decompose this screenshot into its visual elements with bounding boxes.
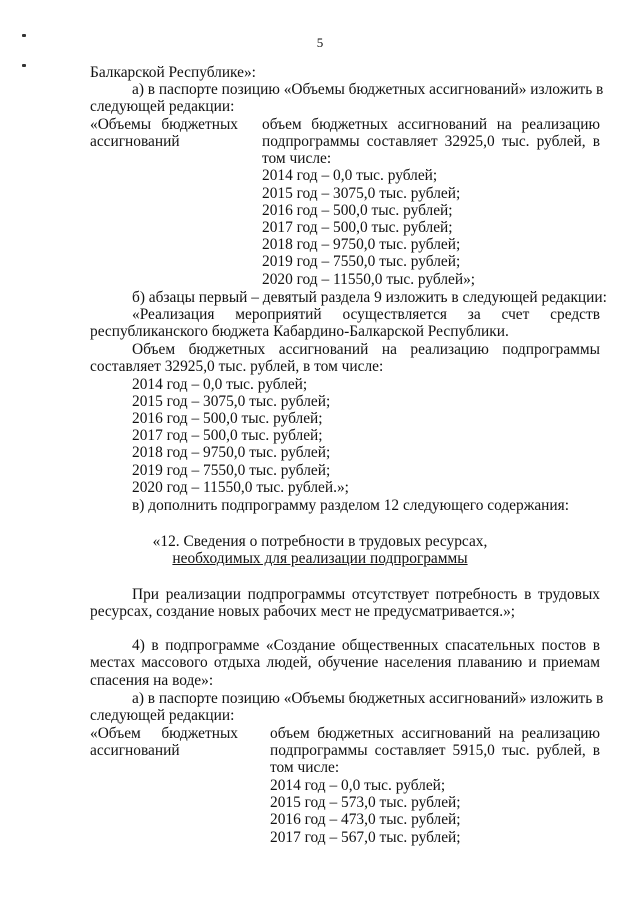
text-line: 2015 год – 573,0 тыс. рублей;	[270, 794, 461, 811]
text-line: 2017 год – 567,0 тыс. рублей;	[270, 829, 461, 846]
text-line: 2019 год – 7550,0 тыс. рублей;	[262, 253, 461, 270]
table-label: ассигнований	[90, 742, 180, 759]
text-line: 2016 год – 500,0 тыс. рублей;	[262, 202, 453, 219]
text-line: 2016 год – 473,0 тыс. рублей;	[270, 811, 461, 828]
text-line: следующей редакции:	[90, 707, 235, 724]
text-line: а) в паспорте позицию «Объемы бюджетных ассигнований» изложить в	[132, 81, 604, 98]
text-line: следующей редакции:	[90, 98, 235, 115]
text-line: подпрограммы составляет 5915,0 тыс. рублей, в	[270, 742, 600, 759]
text-line: 2014 год – 0,0 тыс. рублей;	[270, 777, 446, 794]
text-line: в) дополнить подпрограмму разделом 12 следующего содержания:	[132, 497, 569, 514]
text-line: 2014 год – 0,0 тыс. рублей;	[262, 167, 438, 184]
text-line: 2018 год – 9750,0 тыс. рублей;	[132, 444, 331, 461]
text-line: 2020 год – 11550,0 тыс. рублей»;	[262, 271, 476, 288]
text-line: объем бюджетных ассигнований на реализацию	[270, 725, 600, 742]
text-line: местах массового отдыха людей, обучение населения плаванию и приемам	[90, 654, 600, 671]
section-heading: «12. Сведения о потребности в трудовых ресурсах,	[152, 533, 488, 550]
section-heading	[0, 550, 640, 567]
scan-mark	[22, 64, 26, 67]
text-line: 2015 год – 3075,0 тыс. рублей;	[262, 185, 461, 202]
text-line: а) в паспорте позицию «Объемы бюджетных ассигнований» изложить в	[132, 690, 604, 707]
text-line: При реализации подпрограммы отсутствует потребность в трудовых	[132, 586, 600, 603]
text-line: Балкарской Республике»:	[90, 64, 256, 81]
text-line: 2019 год – 7550,0 тыс. рублей;	[132, 462, 331, 479]
text-line: 2017 год – 500,0 тыс. рублей;	[132, 427, 323, 444]
table-label: «Объемы бюджетных	[90, 116, 238, 133]
text-line: «Реализация мероприятий осуществляется за счет средств	[132, 306, 600, 323]
text-line: том числе:	[270, 759, 340, 776]
text-line: 2016 год – 500,0 тыс. рублей;	[132, 410, 323, 427]
text-line: 2015 год – 3075,0 тыс. рублей;	[132, 393, 331, 410]
text-line: том числе:	[262, 150, 332, 167]
text-line: подпрограммы составляет 32925,0 тыс. рублей, в	[262, 133, 600, 150]
section-heading-text: необходимых для реализации подпрограммы	[172, 550, 468, 567]
text-line: составляет 32925,0 тыс. рублей, в том числе:	[90, 358, 384, 375]
text-line: республиканского бюджета Кабардино-Балкарской Республики.	[90, 323, 509, 340]
text-line: ресурсах, создание новых рабочих мест не предусматривается.»;	[90, 603, 516, 620]
table-label: ассигнований	[90, 133, 180, 150]
text-line: 2018 год – 9750,0 тыс. рублей;	[262, 236, 461, 253]
text-line: объем бюджетных ассигнований на реализацию	[262, 116, 600, 133]
text-line: Объем бюджетных ассигнований на реализацию подпрограммы	[132, 341, 600, 358]
text-line: 2020 год – 11550,0 тыс. рублей.»;	[132, 479, 349, 496]
text-line: спасения на воде»:	[90, 672, 214, 689]
table-label: «Объем бюджетных	[90, 725, 238, 742]
text-line: б) абзацы первый – девятый раздела 9 изложить в следующей редакции:	[132, 289, 607, 306]
text-line: 2017 год – 500,0 тыс. рублей;	[262, 219, 453, 236]
page-number: 5	[316, 35, 324, 50]
text-line: 4) в подпрограмме «Создание общественных спасательных постов в	[132, 637, 600, 654]
text-line: 2014 год – 0,0 тыс. рублей;	[132, 376, 308, 393]
